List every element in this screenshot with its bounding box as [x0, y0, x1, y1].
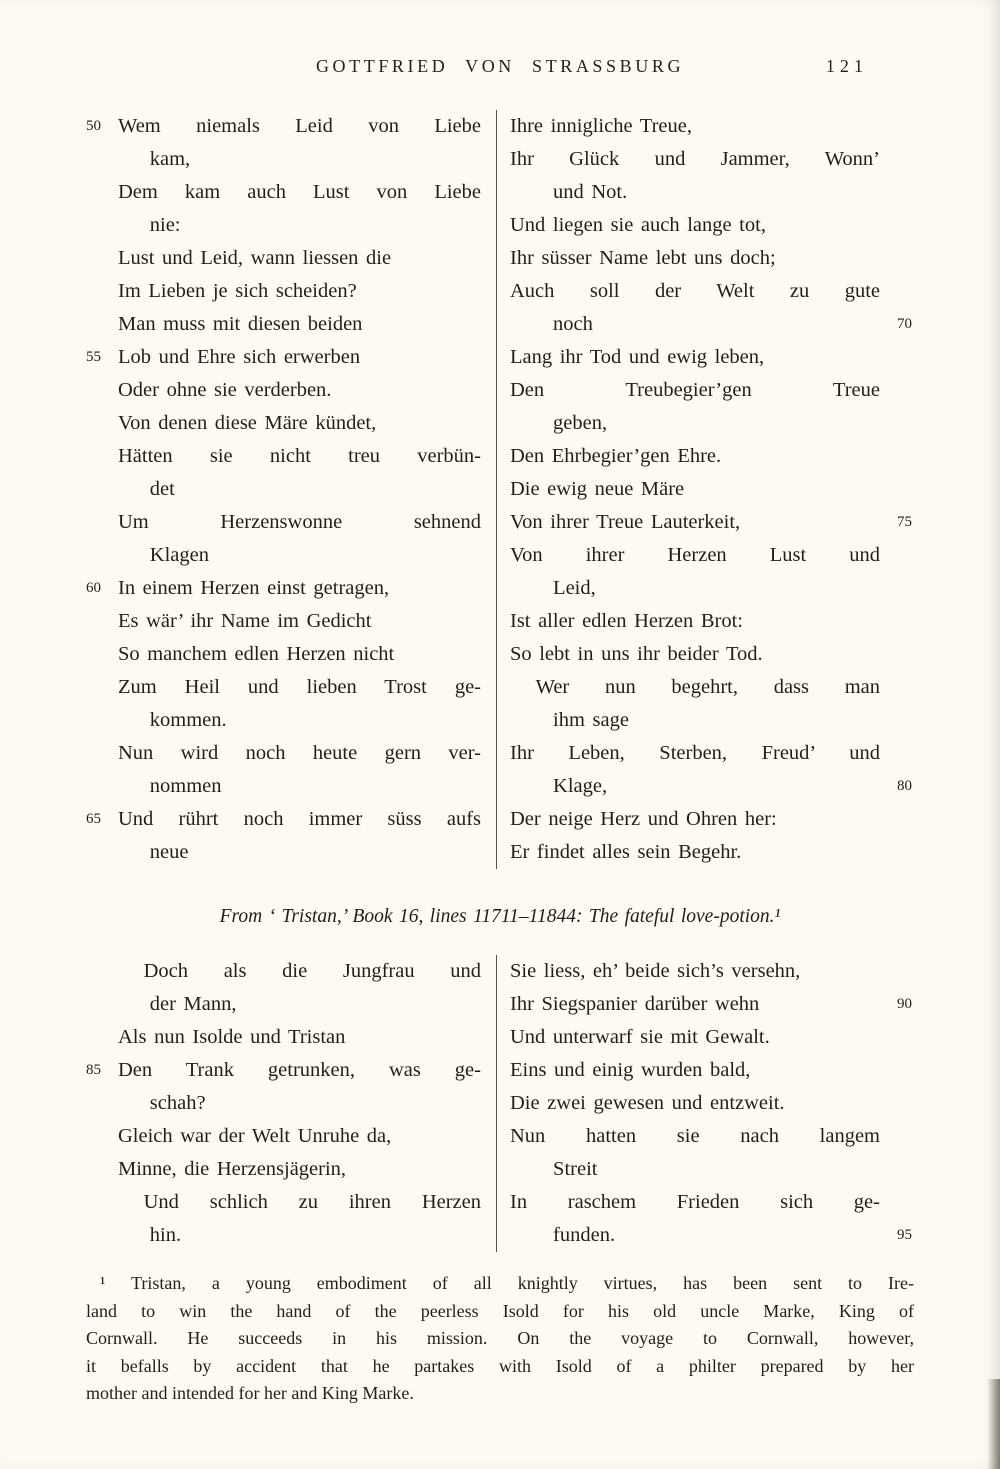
verse-text: Eins und einig wurden bald,	[510, 1059, 751, 1081]
verse-text: Auch soll der Welt zu gute	[510, 280, 880, 302]
verse-text: funden.	[553, 1224, 616, 1246]
verse-line-number-left	[86, 671, 118, 704]
verse-line-number-left	[86, 770, 118, 803]
verse-line-number-left	[86, 374, 118, 407]
verse-text: Man muss mit diesen beiden	[118, 313, 363, 335]
verse-line-number-right	[880, 1021, 914, 1054]
verse-text: hin.	[149, 1224, 182, 1246]
verse-row	[86, 1087, 481, 1120]
verse-row	[86, 988, 481, 1021]
verse-text: Und schlich zu ihren Herzen	[143, 1191, 481, 1213]
verse-text: Klagen	[149, 544, 209, 566]
verse-line-number-right: 70	[897, 316, 912, 332]
verse-text: schah?	[149, 1092, 206, 1114]
verse-line-number-left	[86, 407, 118, 440]
verse-text: Den Treubegier’gen Treue	[510, 379, 880, 401]
verse-text: Der neige Herz und Ohren her:	[510, 808, 777, 830]
verse-row	[510, 988, 914, 1021]
verse-text: Hätten sie nicht treu verbün-	[118, 445, 481, 467]
verse-line-number-left	[86, 1021, 118, 1054]
verse-line-number-right	[880, 242, 914, 275]
poem2-left-column	[86, 955, 496, 1252]
verse-line-number-left	[86, 605, 118, 638]
verse-row	[510, 176, 914, 209]
verse-text: So manchem edlen Herzen nicht	[118, 643, 395, 665]
poem1-left-column	[86, 110, 496, 869]
verse-text: In einem Herzen einst getragen,	[118, 577, 390, 599]
verse-text: Es wär’ ihr Name im Gedicht	[118, 610, 372, 632]
footnote-line: Cornwall. He succeeds in his mission. On the voyage to Cornwall, however,	[86, 1328, 914, 1348]
verse-line-number-right	[880, 1186, 914, 1219]
verse-line-number-left	[86, 1153, 118, 1186]
verse-line-number-right	[880, 1153, 914, 1186]
verse-row	[86, 110, 481, 143]
verse-row	[510, 737, 914, 770]
verse-row	[86, 572, 481, 605]
verse-line-number-left: 55	[86, 349, 101, 365]
verse-row	[86, 1186, 481, 1219]
verse-line-number-left: 50	[86, 118, 101, 134]
verse-text: Von ihrer Herzen Lust und	[510, 544, 880, 566]
verse-line-number-right	[880, 704, 914, 737]
verse-row	[510, 1219, 914, 1252]
verse-row	[510, 143, 914, 176]
verse-row	[86, 704, 481, 737]
verse-text: noch	[553, 313, 593, 335]
verse-text: geben,	[553, 412, 608, 434]
verse-text: Und unterwarf sie mit Gewalt.	[510, 1026, 770, 1048]
verse-line-number-right	[880, 473, 914, 506]
verse-text: Und rührt noch immer süss aufs	[118, 808, 481, 830]
verse-text: Nun wird noch heute gern ver-	[118, 742, 481, 764]
verse-text: nommen	[149, 775, 222, 797]
footnote-line: land to win the hand of the peerless Isold for his old uncle Marke, King of	[86, 1300, 914, 1321]
footnote-line: mother and intended for her and King Marke.	[86, 1383, 414, 1403]
verse-row	[510, 308, 914, 341]
verse-line-number-left	[86, 1087, 118, 1120]
verse-line-number-right	[880, 539, 914, 572]
verse-line-number-right	[880, 955, 914, 988]
verse-text: Ihr Leben, Sterben, Freud’ und	[510, 742, 880, 764]
verse-row	[510, 242, 914, 275]
verse-line-number-left	[86, 1219, 118, 1252]
footnote-line: ¹ Tristan, a young embodiment of all knightly virtues, has been sent to Ire-	[100, 1273, 914, 1293]
verse-text: Den Trank getrunken, was ge-	[118, 1059, 481, 1081]
verse-line-number-right	[880, 143, 914, 176]
verse-line-number-right	[880, 440, 914, 473]
footnote	[86, 1270, 914, 1408]
verse-row	[510, 1186, 914, 1219]
verse-text: Und liegen sie auch lange tot,	[510, 214, 766, 236]
poem-section-1	[86, 110, 914, 869]
verse-text: Lust und Leid, wann liessen die	[118, 247, 392, 269]
verse-row	[510, 110, 914, 143]
verse-line-number-right	[880, 1054, 914, 1087]
verse-line-number-left	[86, 242, 118, 275]
verse-row	[86, 209, 481, 242]
verse-row	[510, 572, 914, 605]
verse-text: nie:	[149, 214, 181, 236]
verse-line-number-left	[86, 737, 118, 770]
verse-text: Lob und Ehre sich erwerben	[118, 346, 361, 368]
verse-line-number-right: 90	[897, 996, 912, 1012]
verse-row	[86, 539, 481, 572]
poem2-right-column	[497, 955, 914, 1252]
verse-text: Doch als die Jungfrau und	[143, 960, 481, 982]
verse-line-number-right	[880, 374, 914, 407]
verse-row	[510, 341, 914, 374]
verse-text: Ist aller edlen Herzen Brot:	[510, 610, 743, 632]
verse-line-number-left	[86, 1186, 118, 1219]
verse-text: Den Ehrbegier’gen Ehre.	[510, 445, 722, 467]
verse-line-number-left	[86, 143, 118, 176]
verse-text: Ihr Siegspanier darüber wehn	[510, 993, 760, 1015]
verse-row	[510, 275, 914, 308]
poem-section-2	[86, 955, 914, 1252]
verse-line-number-right	[880, 1087, 914, 1120]
verse-row	[86, 803, 481, 836]
verse-row	[86, 308, 481, 341]
verse-line-number-right: 80	[897, 778, 912, 794]
verse-text: Ihr süsser Name lebt uns doch;	[510, 247, 776, 269]
verse-text: Von denen diese Märe kündet,	[118, 412, 377, 434]
verse-line-number-left	[86, 1120, 118, 1153]
verse-text: So lebt in uns ihr beider Tod.	[510, 643, 763, 665]
verse-row	[510, 770, 914, 803]
verse-line-number-left	[86, 988, 118, 1021]
verse-row	[510, 506, 914, 539]
verse-row	[86, 341, 481, 374]
verse-row	[86, 407, 481, 440]
verse-text: Um Herzenswonne sehnend	[118, 511, 481, 533]
verse-text: und Not.	[553, 181, 628, 203]
verse-row	[86, 275, 481, 308]
verse-line-number-left: 65	[86, 811, 101, 827]
verse-row	[510, 440, 914, 473]
verse-text: Wer nun begehrt, dass man	[535, 676, 880, 698]
page-number: 121	[825, 56, 868, 76]
verse-row	[86, 737, 481, 770]
verse-text: Von ihrer Treue Lauterkeit,	[510, 511, 741, 533]
verse-text: Ihre innigliche Treue,	[510, 115, 692, 137]
verse-row	[86, 836, 481, 869]
verse-row	[510, 955, 914, 988]
verse-row	[86, 473, 481, 506]
verse-text: kommen.	[149, 709, 227, 731]
verse-text: In raschem Frieden sich ge-	[510, 1191, 880, 1213]
footnote-line: it befalls by accident that he partakes with Isold of a philter prepared by her	[86, 1355, 914, 1376]
verse-row	[86, 176, 481, 209]
verse-line-number-right	[880, 803, 914, 836]
verse-line-number-right	[880, 341, 914, 374]
verse-text: kam,	[149, 148, 191, 170]
verse-text: Dem kam auch Lust von Liebe	[118, 181, 481, 203]
verse-text: Die zwei gewesen und entzweit.	[510, 1092, 785, 1114]
verse-row	[86, 242, 481, 275]
verse-row	[86, 770, 481, 803]
verse-line-number-left	[86, 473, 118, 506]
verse-line-number-left	[86, 308, 118, 341]
verse-row	[86, 1120, 481, 1153]
verse-line-number-right	[880, 209, 914, 242]
verse-line-number-left	[86, 176, 118, 209]
verse-row	[86, 1153, 481, 1186]
verse-line-number-left	[86, 704, 118, 737]
verse-row	[86, 955, 481, 988]
verse-line-number-right: 95	[897, 1227, 912, 1243]
verse-row	[510, 803, 914, 836]
verse-row	[86, 506, 481, 539]
verse-row	[510, 209, 914, 242]
verse-row	[86, 1021, 481, 1054]
verse-text: Die ewig neue Märe	[510, 478, 685, 500]
verse-line-number-left	[86, 506, 118, 539]
verse-text: Sie liess, eh’ beide sich’s versehn,	[510, 960, 801, 982]
verse-line-number-right	[880, 737, 914, 770]
poem1-right-column	[497, 110, 914, 869]
verse-text: Als nun Isolde und Tristan	[118, 1026, 346, 1048]
verse-text: ihm sage	[553, 709, 629, 731]
verse-line-number-right	[880, 1120, 914, 1153]
verse-row	[510, 539, 914, 572]
verse-row	[510, 407, 914, 440]
verse-line-number-left: 85	[86, 1062, 101, 1078]
verse-text: Oder ohne sie verderben.	[118, 379, 332, 401]
verse-row	[86, 440, 481, 473]
section-heading: From ‘ Tristan,’ Book 16, lines 11711–11844: The fateful love-potion.¹	[219, 906, 781, 927]
verse-line-number-left: 60	[86, 580, 101, 596]
verse-line-number-left	[86, 955, 118, 988]
verse-line-number-left	[86, 440, 118, 473]
verse-text: Gleich war der Welt Unruhe da,	[118, 1125, 392, 1147]
verse-line-number-right	[880, 638, 914, 671]
verse-row	[86, 143, 481, 176]
verse-row	[510, 1120, 914, 1153]
verse-text: Klage,	[553, 775, 608, 797]
verse-row	[510, 1054, 914, 1087]
verse-line-number-left	[86, 539, 118, 572]
verse-line-number-right	[880, 407, 914, 440]
verse-text: Er findet alles sein Begehr.	[510, 841, 742, 863]
verse-line-number-right	[880, 836, 914, 869]
verse-text: det	[149, 478, 175, 500]
verse-line-number-right	[880, 671, 914, 704]
verse-row	[510, 1153, 914, 1186]
verse-line-number-left	[86, 275, 118, 308]
verse-row	[510, 605, 914, 638]
verse-text: Streit	[553, 1158, 598, 1180]
verse-row	[86, 638, 481, 671]
verse-row	[86, 1054, 481, 1087]
verse-row	[86, 605, 481, 638]
page-edge-shadow	[987, 1379, 1000, 1469]
verse-row	[510, 1021, 914, 1054]
verse-line-number-left	[86, 836, 118, 869]
verse-line-number-left	[86, 209, 118, 242]
verse-line-number-right	[880, 110, 914, 143]
verse-row	[86, 671, 481, 704]
verse-line-number-right	[880, 275, 914, 308]
verse-row	[510, 671, 914, 704]
verse-row	[510, 473, 914, 506]
verse-text: der Mann,	[149, 993, 237, 1015]
verse-row	[510, 704, 914, 737]
verse-text: Minne, die Herzensjägerin,	[118, 1158, 347, 1180]
verse-row	[510, 374, 914, 407]
verse-text: Lang ihr Tod und ewig leben,	[510, 346, 765, 368]
verse-text: Ihr Glück und Jammer, Wonn’	[510, 148, 880, 170]
verse-line-number-right	[880, 605, 914, 638]
verse-line-number-right	[880, 572, 914, 605]
verse-text: neue	[149, 841, 189, 863]
verse-text: Wem niemals Leid von Liebe	[118, 115, 481, 137]
verse-line-number-right: 75	[897, 514, 912, 530]
verse-text: Zum Heil und lieben Trost ge-	[118, 676, 481, 698]
verse-text: Leid,	[553, 577, 596, 599]
verse-text: Im Lieben je sich scheiden?	[118, 280, 357, 302]
verse-line-number-left	[86, 638, 118, 671]
running-title: GOTTFRIED VON STRASSBURG	[315, 56, 685, 76]
verse-row	[86, 374, 481, 407]
page-header	[86, 56, 914, 82]
verse-row	[510, 638, 914, 671]
verse-line-number-right	[880, 176, 914, 209]
verse-row	[510, 836, 914, 869]
verse-text: Nun hatten sie nach langem	[510, 1125, 880, 1147]
verse-row	[86, 1219, 481, 1252]
verse-row	[510, 1087, 914, 1120]
